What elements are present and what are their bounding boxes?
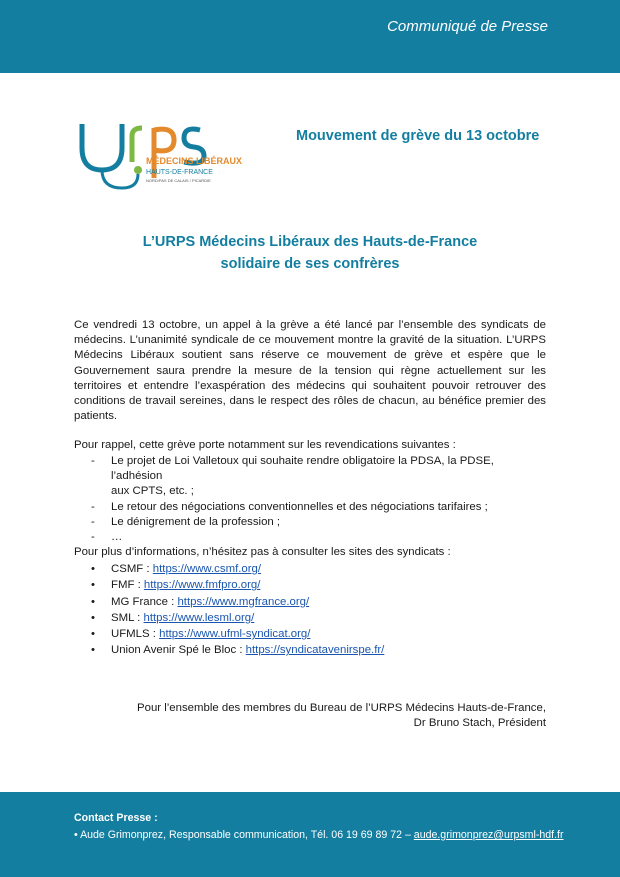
stethoscope-head-icon (134, 166, 142, 174)
more-info-intro: Pour plus d’informations, n’hésitez pas à consulter les sites des syndicats : (74, 546, 451, 558)
title-line-2: solidaire de ses confrères (220, 256, 400, 272)
list-item: • SML : https://www.lesml.org/ (91, 611, 255, 624)
list-item-continuation: aux CPTS, etc. ; (111, 485, 194, 498)
list-item: - Le projet de Loi Valletoux qui souhaite rendre obligatoire la PDSA, la PDSE, l’adhésion aux CPTS, etc. ; (74, 454, 546, 500)
signature-line-1: Pour l’ensemble des membres du Bureau de l’URPS Médecins Hauts-de-France, (137, 702, 546, 714)
recall-intro: Pour rappel, cette grève porte notamment sur les revendications suivantes : (74, 439, 456, 451)
headline: Mouvement de grève du 13 octobre (296, 128, 540, 144)
demands-list (74, 454, 546, 545)
footer-contact (74, 829, 564, 841)
intro-paragraph: Ce vendredi 13 octobre, un appel à la grève a été lancé par l’ensemble des syndicats de médecins. L’unanimité syndicale de ce mouvement montre la gravité de la situation. L’URPS Médecins Libéraux soutient sans réserve ce mouvement de grève et espère que le Gouvernement saura prendre la mesure de la tension qui règne actuellement sur les territoires et entendre l’exaspération des médecins qui souhaitent pouvoir retrouver des conditions de travail sereines, dans le respect des rôles de chacun, au bénéfice premier des patients. (74, 319, 546, 423)
syndicate-links-list (74, 561, 546, 659)
logo-line2: HAUTS-DE-FRANCE (146, 169, 213, 176)
list-item: • MG France : https://www.mgfrance.org/ (91, 595, 310, 608)
syndicate-name: Union Avenir Spé le Bloc : (111, 644, 243, 657)
logo-letter-r (132, 128, 142, 162)
syndicate-name: UFMLS : (111, 628, 156, 641)
list-item-text: Le projet de Loi Valletoux qui souhaite rendre obligatoire la PDSA, la PDSE, l’adhésion (111, 455, 494, 483)
syndicate-name: SML : (111, 611, 141, 624)
signature-line-2: Dr Bruno Stach, Président (413, 717, 546, 729)
syndicate-link[interactable]: https://www.mgfrance.org/ (177, 595, 310, 608)
list-item: • CSMF : https://www.csmf.org/ (91, 563, 262, 575)
bullet-icon: • (74, 829, 78, 841)
footer-heading: Contact Presse : (74, 812, 158, 824)
header-title: Communiqué de Presse (387, 18, 548, 35)
list-item: - … (91, 531, 123, 544)
syndicate-link[interactable]: https://www.fmfpro.org/ (143, 579, 261, 592)
contact-email-link[interactable]: aude.grimonprez@urpsml-hdf.fr (413, 829, 564, 841)
logo-line3: NORD/PAS DE CALAIS / PICARDIE (146, 178, 211, 183)
list-item: • FMF : https://www.fmfpro.org/ (91, 579, 261, 592)
list-item: - Le dénigrement de la profession ; (91, 515, 281, 528)
contact-text: Aude Grimonprez, Responsable communication, Tél. 06 19 69 89 72 – (80, 829, 411, 841)
syndicate-name: CSMF : (111, 563, 150, 575)
logo-letter-u (82, 124, 122, 170)
syndicate-name: FMF : (111, 579, 141, 592)
footer-banner (0, 792, 620, 877)
list-item-text: Le dénigrement de la profession ; (111, 515, 281, 528)
list-item: • Union Avenir Spé le Bloc : https://syndicatavenirspe.fr/ (91, 644, 385, 657)
header-banner (0, 0, 620, 73)
list-item: • UFMLS : https://www.ufml-syndicat.org/ (91, 628, 311, 641)
list-item-text: Le retour des négociations conventionnelles et des négociations tarifaires ; (111, 500, 488, 513)
syndicate-link[interactable]: https://syndicatavenirspe.fr/ (245, 644, 385, 657)
syndicate-link[interactable]: https://www.csmf.org/ (152, 563, 262, 575)
syndicate-link[interactable]: https://www.ufml-syndicat.org/ (159, 628, 311, 641)
list-item-text: … (111, 531, 123, 544)
syndicate-link[interactable]: https://www.lesml.org/ (143, 611, 255, 624)
title-line-1: L’URPS Médecins Libéraux des Hauts-de-France (142, 234, 478, 250)
urps-logo (76, 118, 256, 193)
list-item: - Le retour des négociations conventionnelles et des négociations tarifaires ; (91, 500, 488, 513)
logo-line1: MÉDECINS LIBÉRAUX (146, 156, 243, 166)
stethoscope-icon (102, 170, 138, 188)
syndicate-name: MG France : (111, 595, 175, 608)
